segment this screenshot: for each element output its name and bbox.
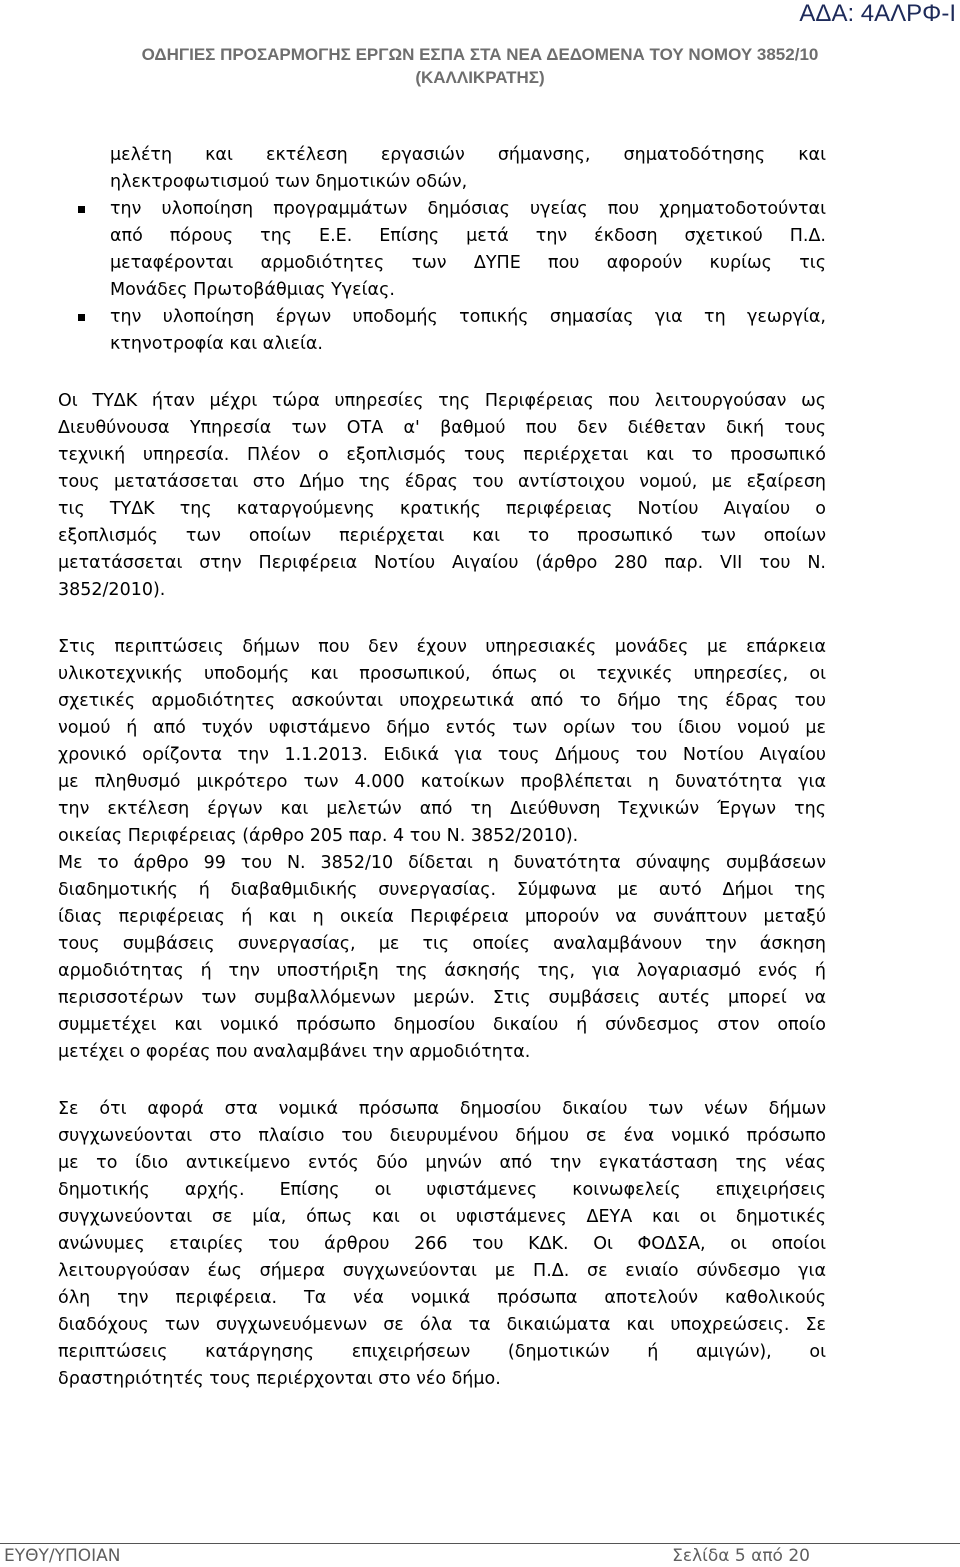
ada-code: ΑΔΑ: 4ΑΛΡΦ-Ι — [799, 0, 956, 27]
bullet-1-line-1: μελέτη και εκτέλεση εργασιών σήμανσης, σηματοδότησης και — [110, 145, 826, 165]
paragraph-line: συγχωνεύονται σε μία, όπως και οι υφιστάμενες ΔΕΥΑ και οι δημοτικές — [58, 1207, 826, 1227]
paragraph-line: εξοπλισμός των οποίων περιέρχεται και το προσωπικό των οποίων — [58, 526, 826, 546]
paragraph-line: Διευθύνουσα Υπηρεσία των ΟΤΑ α' βαθμού που δεν διέθεταν δική τους — [58, 418, 826, 438]
bullet-2-line-3: μεταφέρονται αρμοδιότητες των ΔΥΠΕ που αφορούν κυρίως τις — [110, 253, 826, 273]
paragraph-line: την εκτέλεση έργων και μελετών από τη Διεύθυνση Τεχνικών Έργων της — [58, 799, 826, 819]
bullet-marker-icon — [78, 314, 85, 321]
paragraph-line: συγχωνεύονται στο πλαίσιο του διευρυμένου δήμου σε ένα νομικό πρόσωπο — [58, 1126, 826, 1146]
paragraph-line: με το ίδιο αντικείμενο εντός δύο μηνών από την εγκατάσταση της νέας — [58, 1153, 826, 1173]
paragraph-line: δραστηριότητές τους περιέρχονται στο νέο δήμο. — [58, 1369, 501, 1389]
paragraph-line: διαδημοτικής ή διαβαθμιδικής συνεργασίας. Σύμφωνα με αυτό Δήμοι της — [58, 880, 826, 900]
footer-divider — [0, 1543, 960, 1544]
document-header-subtitle: (ΚΑΛΛΙΚΡΑΤΗΣ) — [415, 68, 545, 87]
paragraph-line: λειτουργούσαν έως σήμερα συγχωνεύονται με Π.Δ. σε ενιαίο σύνδεσμο για — [58, 1261, 826, 1281]
paragraph-line: Σε ότι αφορά στα νομικά πρόσωπα δημοσίου δικαίου των νέων δήμων — [58, 1099, 826, 1119]
paragraph-line: χρονικό ορίζοντα την 1.1.2013. Ειδικά για τους Δήμους του Νοτίου Αιγαίου — [58, 745, 826, 765]
paragraph-line: αρμοδιότητας ή την υποστήριξη της άσκησής της, για λογαριασμό ενός ή — [58, 961, 826, 981]
paragraph-line: συμμετέχει και νομικό πρόσωπο δημοσίου δικαίου ή σύνδεσμος στον οποίο — [58, 1015, 826, 1035]
paragraph-line: νομού ή από τυχόν υφιστάμενο δήμο εντός των ορίων του ίδιου νομού με — [58, 718, 826, 738]
paragraph-line: Στις περιπτώσεις δήμων που δεν έχουν υπηρεσιακές μονάδες με επάρκεια — [58, 637, 826, 657]
paragraph-line: δημοτικής αρχής. Επίσης οι υφιστάμενες κοινωφελείς επιχειρήσεις — [58, 1180, 826, 1200]
bullet-marker-icon — [78, 206, 85, 213]
paragraph-line: τις ΤΥΔΚ της καταργούμενης κρατικής περιφέρειας Νοτίου Αιγαίου ο — [58, 499, 826, 519]
paragraph-line: υλικοτεχνικής υποδομής και προσωπικού, όπως οι τεχνικές υπηρεσίες, οι — [58, 664, 826, 684]
bullet-2-line-2: από πόρους της Ε.Ε. Επίσης μετά την έκδοση σχετικού Π.Δ. — [110, 226, 826, 246]
paragraph-line: σχετικές αρμοδιότητες ασκούνται υποχρεωτικά από το δήμο της έδρας του — [58, 691, 826, 711]
bullet-3-line-1: την υλοποίηση έργων υποδομής τοπικής σημασίας για τη γεωργία, — [110, 307, 826, 327]
paragraph-line: μετατάσσεται στην Περιφέρεια Νοτίου Αιγαίου (άρθρο 280 παρ. VII του Ν. — [58, 553, 826, 573]
footer-page-number: Σελίδα 5 από 20 — [672, 1546, 810, 1566]
paragraph-line: όλη την περιφέρεια. Τα νέα νομικά πρόσωπα αποτελούν καθολικούς — [58, 1288, 826, 1308]
paragraph-line: 3852/2010). — [58, 580, 166, 600]
bullet-2-line-4: Μονάδες Πρωτοβάθμιας Υγείας. — [110, 280, 395, 300]
footer-department: ΕΥΘΥ/ΥΠΟΙΑΝ — [4, 1546, 121, 1566]
paragraph-line: Με το άρθρο 99 του Ν. 3852/10 δίδεται η δυνατότητα σύναψης συμβάσεων — [58, 853, 826, 873]
bullet-2-line-1: την υλοποίηση προγραμμάτων δημόσιας υγείας που χρηματοδοτούνται — [110, 199, 826, 219]
bullet-1-line-2: ηλεκτροφωτισμού των δημοτικών οδών, — [110, 172, 468, 192]
paragraph-line: περισσοτέρων των συμβαλλόμενων μερών. Στις συμβάσεις αυτές μπορεί να — [58, 988, 826, 1008]
paragraph-line: μετέχει ο φορέας που αναλαμβάνει την αρμοδιότητα. — [58, 1042, 531, 1062]
paragraph-line: τους μετατάσσεται στο Δήμο της έδρας του αντίστοιχου νομού, με εξαίρεση — [58, 472, 826, 492]
paragraph-line: τους συμβάσεις συνεργασίας, με τις οποίες αναλαμβάνουν την άσκηση — [58, 934, 826, 954]
paragraph-line: ανώνυμες εταιρίες του άρθρου 266 του ΚΔΚ. Οι ΦΟΔΣΑ, οι οποίοι — [58, 1234, 826, 1254]
paragraph-line: ίδιας περιφέρειας ή και η οικεία Περιφέρεια μπορούν να συνάπτουν μεταξύ — [58, 907, 826, 927]
paragraph-line: διαδόχους των συγχωνευόμενων σε όλα τα δικαιώματα και υποχρεώσεις. Σε — [58, 1315, 826, 1335]
document-header-title: ΟΔΗΓΙΕΣ ΠΡΟΣΑΡΜΟΓΗΣ ΕΡΓΩΝ ΕΣΠΑ ΣΤΑ ΝΕΑ ΔΕΔΟΜΕΝΑ ΤΟΥ ΝΟΜΟΥ 3852/10 — [141, 45, 819, 64]
paragraph-line: Οι ΤΥΔΚ ήταν μέχρι τώρα υπηρεσίες της Περιφέρειας που λειτουργούσαν ως — [58, 391, 826, 411]
paragraph-line: περιπτώσεις κατάργησης επιχειρήσεων (δημοτικών ή αμιγών), οι — [58, 1342, 826, 1362]
paragraph-line: τεχνική υπηρεσία. Πλέον ο εξοπλισμός τους περιέρχεται και το προσωπικό — [58, 445, 826, 465]
bullet-3-line-2: κτηνοτροφία και αλιεία. — [110, 334, 323, 354]
paragraph-line: οικείας Περιφέρειας (άρθρο 205 παρ. 4 του Ν. 3852/2010). — [58, 826, 579, 846]
paragraph-line: με πληθυσμό μικρότερο των 4.000 κατοίκων προβλέπεται η δυνατότητα για — [58, 772, 826, 792]
